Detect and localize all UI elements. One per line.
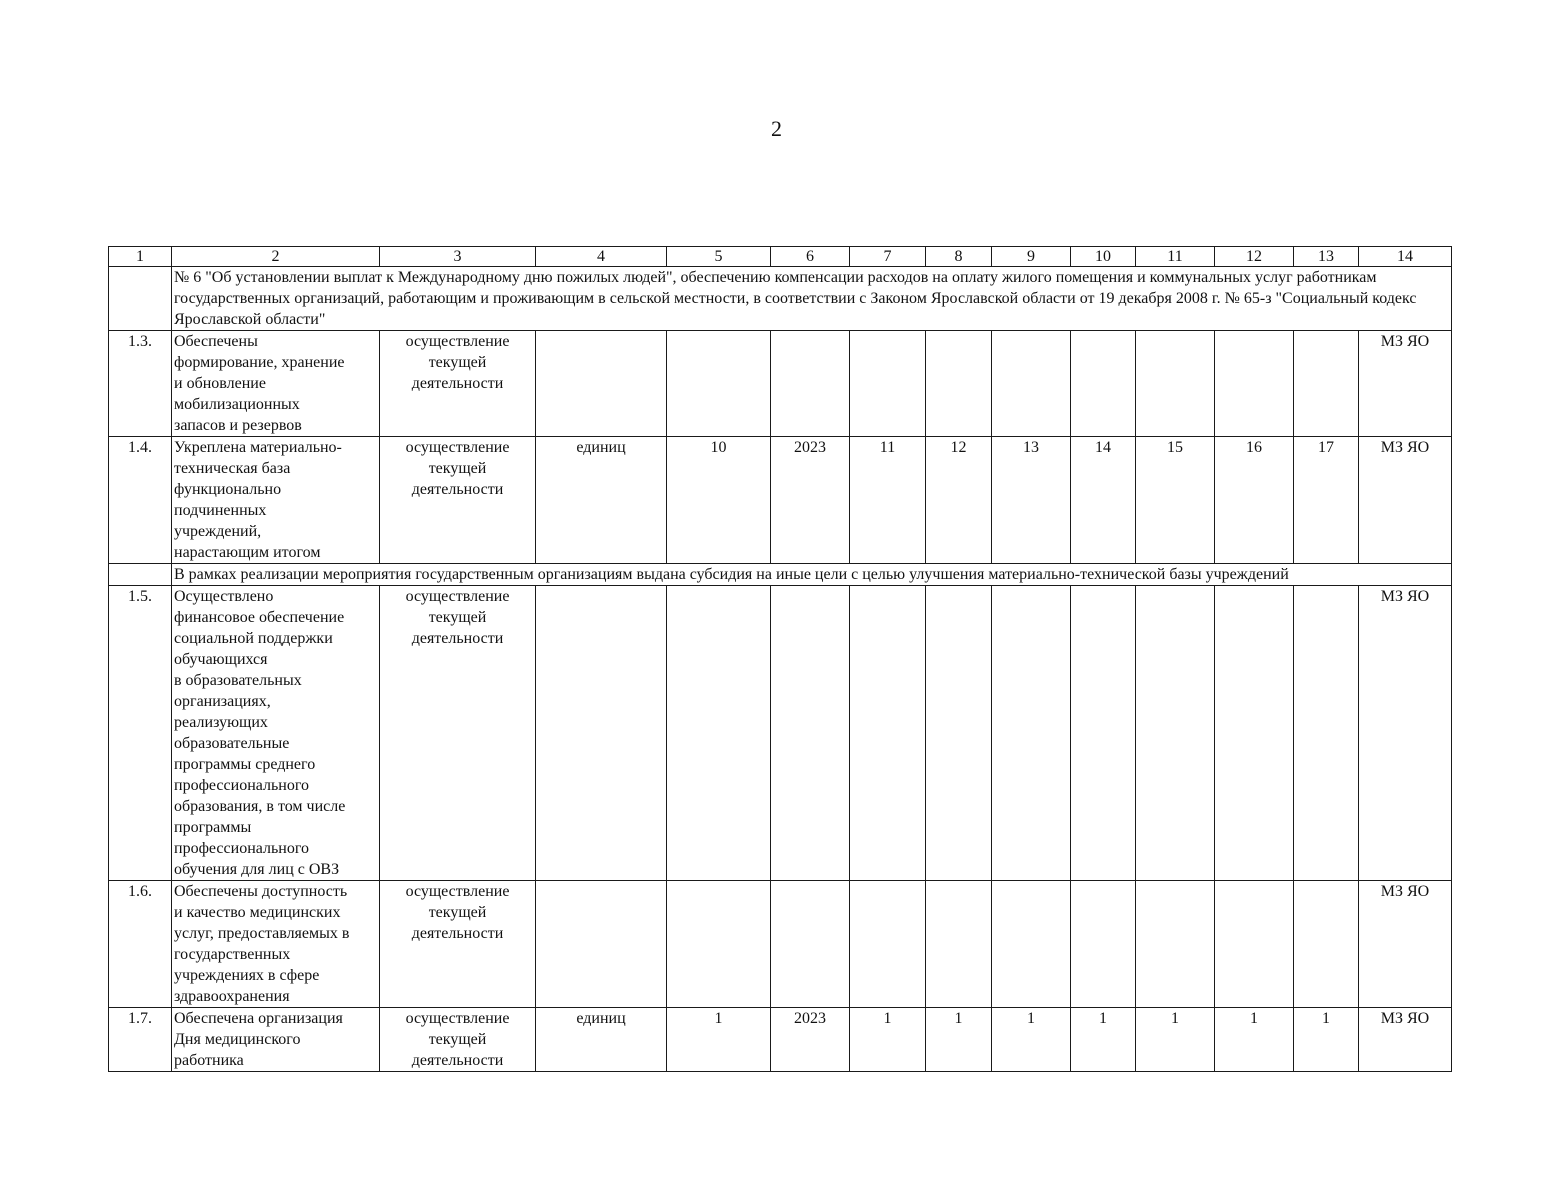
value-cell: [992, 881, 1071, 1008]
unit-cell: [536, 586, 667, 881]
indicator-name: Обеспечены формирование, хранение и обновление мобилизационных запасов и резервов: [172, 331, 380, 437]
value-cell: [926, 881, 992, 1008]
activity-type: осуществление текущей деятельности: [380, 881, 536, 1008]
value-cell: [1215, 331, 1294, 437]
value-cell: 14: [1071, 437, 1136, 564]
column-number: 6: [771, 247, 850, 267]
value-cell: [1071, 586, 1136, 881]
empty-cell: [109, 267, 172, 331]
indicators-table: [108, 246, 1452, 1072]
indicator-name: Обеспечена организация Дня медицинского работника: [172, 1008, 380, 1072]
column-number-row: [109, 247, 1452, 267]
value-cell: [1294, 586, 1359, 881]
value-cell: [992, 586, 1071, 881]
indicator-name: Осуществлено финансовое обеспечение социальной поддержки обучающихся в образовательных организациях, реализующих образовательные программы среднего профессионального образования, в том числе программы профессионального обучения для лиц с ОВЗ: [172, 586, 380, 881]
column-number: 8: [926, 247, 992, 267]
column-number: 14: [1359, 247, 1452, 267]
value-cell: [1215, 881, 1294, 1008]
page-number: 2: [771, 116, 782, 141]
responsible-cell: МЗ ЯО: [1359, 881, 1452, 1008]
unit-cell: [536, 881, 667, 1008]
value-cell: 1: [1294, 1008, 1359, 1072]
column-number: 4: [536, 247, 667, 267]
responsible-cell: МЗ ЯО: [1359, 437, 1452, 564]
value-cell: [926, 586, 992, 881]
value-cell: 17: [1294, 437, 1359, 564]
indicator-name: Укреплена материально- техническая база функционально подчиненных учреждений, нарастающим итогом: [172, 437, 380, 564]
note-row: [109, 267, 1452, 331]
unit-cell: единиц: [536, 1008, 667, 1072]
responsible-cell: МЗ ЯО: [1359, 1008, 1452, 1072]
column-number: 12: [1215, 247, 1294, 267]
unit-cell: единиц: [536, 437, 667, 564]
value-cell: [926, 331, 992, 437]
base-year: [771, 331, 850, 437]
table-row: [109, 881, 1452, 1008]
value-cell: [1136, 331, 1215, 437]
indicator-name: Обеспечены доступность и качество медицинских услуг, предоставляемых в государственных учреждениях в сфере здравоохранения: [172, 881, 380, 1008]
base-year: [771, 586, 850, 881]
value-cell: [992, 331, 1071, 437]
table-row: [109, 437, 1452, 564]
column-number: 10: [1071, 247, 1136, 267]
base-year: 2023: [771, 437, 850, 564]
responsible-cell: МЗ ЯО: [1359, 331, 1452, 437]
activity-type: осуществление текущей деятельности: [380, 1008, 536, 1072]
base-value: [667, 586, 771, 881]
note-text: № 6 "Об установлении выплат к Международному дню пожилых людей", обеспечению компенсации расходов на оплату жилого помещения и коммунальных услуг работникам государственных организаций, работающим и проживающим в сельской местности, в соответствии с Законом Ярославской области от 19 декабря 2008 г. № 65-з "Социальный кодекс Ярославской области": [172, 267, 1452, 331]
value-cell: 16: [1215, 437, 1294, 564]
base-year: 2023: [771, 1008, 850, 1072]
column-number: 13: [1294, 247, 1359, 267]
column-number: 3: [380, 247, 536, 267]
value-cell: [1294, 881, 1359, 1008]
column-number: 7: [850, 247, 926, 267]
value-cell: [1215, 586, 1294, 881]
row-number: 1.5.: [109, 586, 172, 881]
value-cell: [850, 331, 926, 437]
note-text: В рамках реализации мероприятия государственным организациям выдана субсидия на иные цели с целью улучшения материально-технической базы учреждений: [172, 564, 1452, 586]
value-cell: 1: [1215, 1008, 1294, 1072]
value-cell: [1071, 331, 1136, 437]
value-cell: [1136, 881, 1215, 1008]
column-number: 11: [1136, 247, 1215, 267]
value-cell: 1: [992, 1008, 1071, 1072]
value-cell: [1294, 331, 1359, 437]
activity-type: осуществление текущей деятельности: [380, 331, 536, 437]
note-row: [109, 564, 1452, 586]
value-cell: [850, 881, 926, 1008]
table-row: [109, 1008, 1452, 1072]
column-number: 5: [667, 247, 771, 267]
value-cell: 1: [850, 1008, 926, 1072]
row-number: 1.6.: [109, 881, 172, 1008]
value-cell: 1: [1071, 1008, 1136, 1072]
base-value: [667, 881, 771, 1008]
base-value: 10: [667, 437, 771, 564]
row-number: 1.3.: [109, 331, 172, 437]
value-cell: 1: [1136, 1008, 1215, 1072]
value-cell: 13: [992, 437, 1071, 564]
value-cell: 1: [926, 1008, 992, 1072]
table-row: [109, 331, 1452, 437]
value-cell: [1136, 586, 1215, 881]
base-value: 1: [667, 1008, 771, 1072]
row-number: 1.4.: [109, 437, 172, 564]
value-cell: 12: [926, 437, 992, 564]
activity-type: осуществление текущей деятельности: [380, 437, 536, 564]
table-row: [109, 586, 1452, 881]
unit-cell: [536, 331, 667, 437]
value-cell: [1071, 881, 1136, 1008]
value-cell: 11: [850, 437, 926, 564]
responsible-cell: МЗ ЯО: [1359, 586, 1452, 881]
base-value: [667, 331, 771, 437]
column-number: 2: [172, 247, 380, 267]
row-number: 1.7.: [109, 1008, 172, 1072]
value-cell: 15: [1136, 437, 1215, 564]
value-cell: [850, 586, 926, 881]
activity-type: осуществление текущей деятельности: [380, 586, 536, 881]
base-year: [771, 881, 850, 1008]
column-number: 1: [109, 247, 172, 267]
empty-cell: [109, 564, 172, 586]
column-number: 9: [992, 247, 1071, 267]
